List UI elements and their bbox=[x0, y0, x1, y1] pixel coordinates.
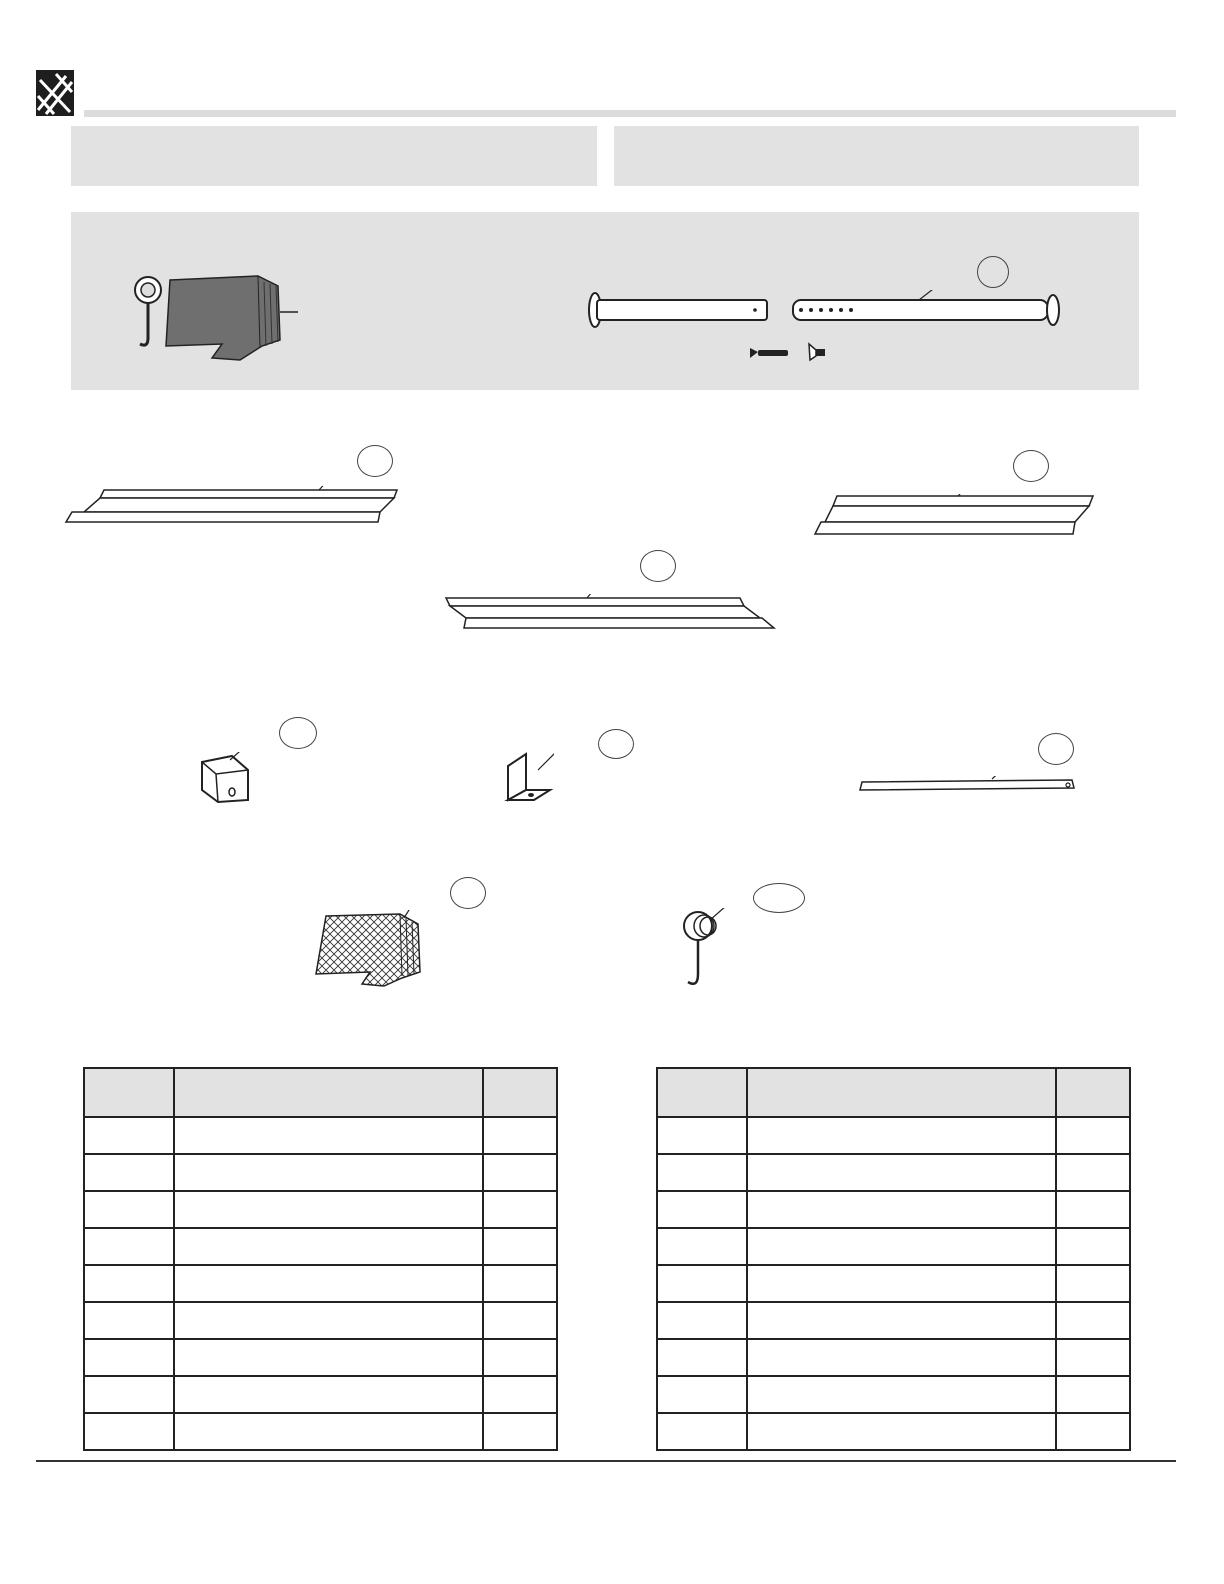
telescoping-pole-icon bbox=[585, 290, 1065, 340]
cell-key bbox=[657, 1339, 747, 1376]
table-row bbox=[84, 1117, 557, 1154]
header-rule bbox=[84, 110, 1176, 117]
cell-key bbox=[84, 1117, 174, 1154]
table-row bbox=[657, 1228, 1130, 1265]
table-row bbox=[84, 1265, 557, 1302]
cell-qty bbox=[483, 1302, 557, 1339]
cell-key bbox=[84, 1302, 174, 1339]
cell-qty bbox=[483, 1265, 557, 1302]
header-cell-key bbox=[657, 1068, 747, 1117]
cell-qty bbox=[1056, 1265, 1130, 1302]
header-cell-key bbox=[84, 1068, 174, 1117]
cell-qty bbox=[483, 1191, 557, 1228]
thin-rod-icon bbox=[858, 776, 1078, 799]
cell-qty bbox=[483, 1376, 557, 1413]
cell-description bbox=[747, 1302, 1056, 1339]
callout-rail-1 bbox=[357, 445, 393, 477]
cell-qty bbox=[483, 1413, 557, 1450]
cell-key bbox=[657, 1376, 747, 1413]
callout-rail-3 bbox=[1013, 450, 1049, 482]
cell-key bbox=[657, 1228, 747, 1265]
cell-key bbox=[84, 1265, 174, 1302]
cell-description bbox=[747, 1228, 1056, 1265]
callout-corner-cap bbox=[279, 717, 317, 749]
footer-rule bbox=[36, 1460, 1176, 1462]
hook-clip-icon bbox=[680, 908, 730, 997]
header-cell-qty bbox=[1056, 1068, 1130, 1117]
header-cell-description bbox=[747, 1068, 1056, 1117]
cell-qty bbox=[1056, 1228, 1130, 1265]
cell-qty bbox=[1056, 1302, 1130, 1339]
long-rail-icon bbox=[64, 486, 399, 531]
cell-description bbox=[747, 1376, 1056, 1413]
brand-logo-icon bbox=[36, 70, 74, 116]
table-header-row bbox=[84, 1068, 557, 1117]
cell-qty bbox=[483, 1154, 557, 1191]
table-row bbox=[84, 1339, 557, 1376]
cell-qty bbox=[1056, 1117, 1130, 1154]
parts-table-right bbox=[656, 1067, 1131, 1451]
cell-description bbox=[747, 1339, 1056, 1376]
cell-qty bbox=[483, 1339, 557, 1376]
table-row bbox=[657, 1302, 1130, 1339]
header-cell-qty bbox=[483, 1068, 557, 1117]
table-row bbox=[657, 1413, 1130, 1450]
cell-qty bbox=[483, 1117, 557, 1154]
callout-hook-clip bbox=[753, 883, 805, 913]
cell-key bbox=[657, 1265, 747, 1302]
callout-mesh-net bbox=[450, 877, 486, 909]
cell-key bbox=[84, 1154, 174, 1191]
cell-qty bbox=[483, 1228, 557, 1265]
table-row bbox=[84, 1191, 557, 1228]
mesh-net-icon bbox=[314, 910, 424, 995]
cell-qty bbox=[1056, 1339, 1130, 1376]
table-row bbox=[84, 1413, 557, 1450]
long-rail-icon bbox=[813, 494, 1098, 543]
cell-key bbox=[84, 1376, 174, 1413]
wing-bolt-icon bbox=[748, 344, 790, 367]
table-row bbox=[657, 1154, 1130, 1191]
cell-description bbox=[174, 1413, 483, 1450]
cell-description bbox=[747, 1117, 1056, 1154]
table-row bbox=[84, 1228, 557, 1265]
cell-key bbox=[84, 1191, 174, 1228]
cell-description bbox=[747, 1154, 1056, 1191]
cell-key bbox=[657, 1302, 747, 1339]
table-header-row bbox=[657, 1068, 1130, 1117]
cell-description bbox=[747, 1191, 1056, 1228]
angle-bracket-icon bbox=[504, 752, 554, 809]
cell-key bbox=[657, 1413, 747, 1450]
cell-qty bbox=[1056, 1191, 1130, 1228]
cell-description bbox=[174, 1302, 483, 1339]
cell-key bbox=[657, 1191, 747, 1228]
cell-key bbox=[84, 1339, 174, 1376]
info-box-right bbox=[614, 126, 1139, 186]
corner-cap-icon bbox=[196, 752, 254, 809]
wing-nut-icon bbox=[806, 342, 828, 367]
cell-description bbox=[174, 1154, 483, 1191]
table-row bbox=[657, 1339, 1130, 1376]
cell-description bbox=[174, 1339, 483, 1376]
parts-table-left bbox=[83, 1067, 558, 1451]
cell-description bbox=[747, 1265, 1056, 1302]
canopy-fabric-icon bbox=[130, 268, 305, 373]
cell-description bbox=[174, 1265, 483, 1302]
table-row bbox=[84, 1376, 557, 1413]
cell-qty bbox=[1056, 1376, 1130, 1413]
info-box-left bbox=[71, 126, 597, 186]
cell-qty bbox=[1056, 1413, 1130, 1450]
cell-key bbox=[84, 1413, 174, 1450]
table-row bbox=[657, 1191, 1130, 1228]
callout-thin-rod bbox=[1038, 733, 1074, 765]
table-row bbox=[657, 1117, 1130, 1154]
cell-description bbox=[747, 1413, 1056, 1450]
long-rail-icon bbox=[442, 594, 777, 639]
cell-key bbox=[657, 1117, 747, 1154]
cell-key bbox=[84, 1228, 174, 1265]
cell-qty bbox=[1056, 1154, 1130, 1191]
callout-telescoping-pole bbox=[977, 256, 1009, 288]
callout-rail-2 bbox=[640, 550, 676, 582]
table-row bbox=[84, 1302, 557, 1339]
table-row bbox=[657, 1376, 1130, 1413]
table-row bbox=[84, 1154, 557, 1191]
cell-description bbox=[174, 1228, 483, 1265]
cell-key bbox=[657, 1154, 747, 1191]
callout-angle-bracket bbox=[598, 729, 634, 759]
cell-description bbox=[174, 1376, 483, 1413]
cell-description bbox=[174, 1117, 483, 1154]
header-cell-description bbox=[174, 1068, 483, 1117]
table-row bbox=[657, 1265, 1130, 1302]
cell-description bbox=[174, 1191, 483, 1228]
